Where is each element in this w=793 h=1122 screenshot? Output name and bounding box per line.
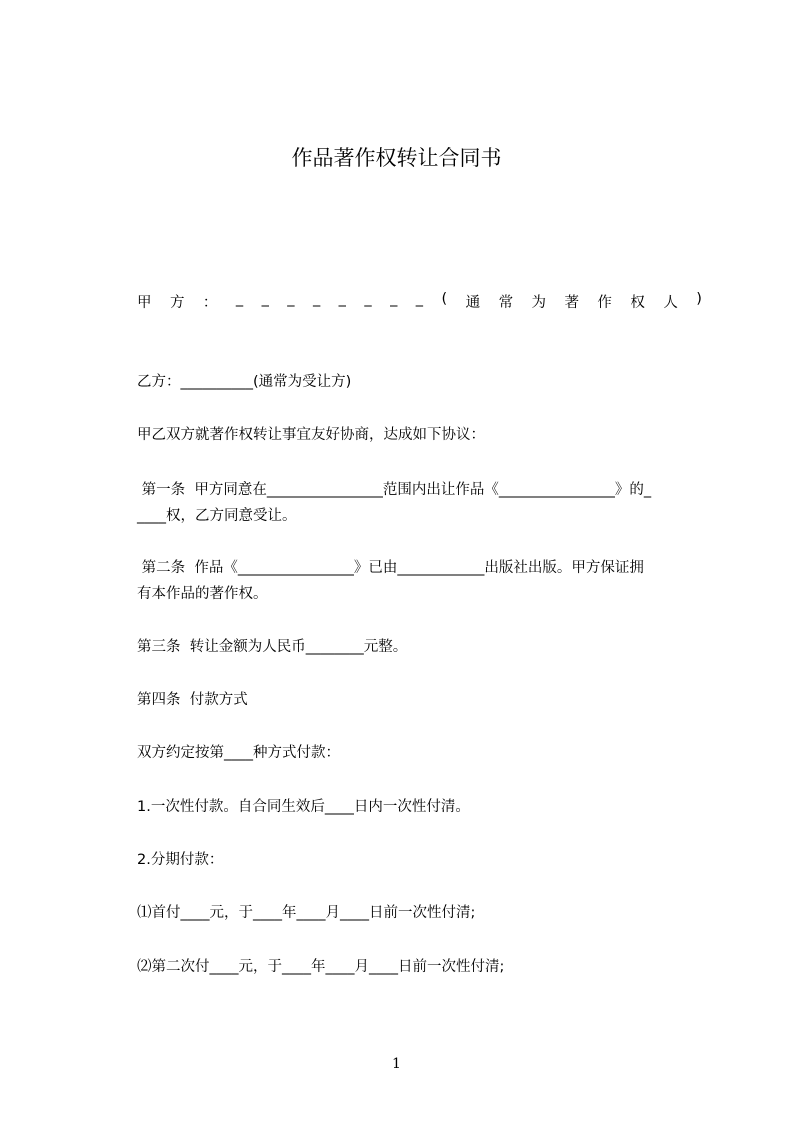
page-number: 1 bbox=[392, 1056, 401, 1072]
party-a-char: 方 bbox=[169, 295, 185, 311]
party-a-char: 权 bbox=[630, 295, 645, 311]
party-b-line: 乙方：__________(通常为受让方) bbox=[137, 374, 352, 390]
party-a-char: ： bbox=[202, 295, 218, 311]
party-a-char: _ bbox=[312, 291, 321, 307]
party-a-char: _ bbox=[261, 291, 269, 307]
article-1-line-1: 第一条 甲方同意在________________范围内出让作品《________________》的_ bbox=[137, 482, 652, 498]
intro-paragraph: 甲乙双方就著作权转让事宜友好协商，达成如下协议： bbox=[137, 427, 485, 443]
payment-choice: 双方约定按第____种方式付款： bbox=[137, 745, 340, 761]
party-a-char: _ bbox=[235, 291, 244, 307]
party-a-char: 著 bbox=[564, 295, 579, 311]
party-a-char: 为 bbox=[531, 295, 547, 311]
party-a-char: 通 bbox=[465, 295, 481, 311]
party-a-char: ( bbox=[441, 291, 448, 307]
installment-2: ⑵第二次付____元，于____年____月____日前一次性付清; bbox=[137, 959, 505, 975]
party-a-char: 常 bbox=[498, 295, 514, 311]
party-a-char: _ bbox=[287, 291, 295, 307]
document-title: 作品著作权转让合同书 bbox=[291, 146, 502, 170]
article-2-line-2: 有本作品的著作权。 bbox=[137, 586, 268, 602]
article-2-line-1: 第二条 作品《________________》已由____________出版社出版。甲方保证拥 bbox=[137, 560, 644, 576]
party-a-line bbox=[137, 291, 702, 312]
party-a-char: _ bbox=[338, 291, 346, 307]
party-a-char: 人 bbox=[663, 295, 678, 311]
article-4-heading: 第四条 付款方式 bbox=[137, 692, 248, 708]
party-a-char: 甲 bbox=[137, 295, 152, 311]
article-1-line-2: ____权，乙方同意受让。 bbox=[137, 508, 297, 524]
party-a-char: _ bbox=[364, 291, 372, 307]
party-a-char: ) bbox=[696, 291, 702, 307]
article-3: 第三条 转让金额为人民币________元整。 bbox=[137, 639, 408, 655]
payment-option-1: 1.一次性付款。自合同生效后____日内一次性付清。 bbox=[137, 799, 470, 815]
party-a-char: _ bbox=[390, 291, 398, 307]
party-a-char: _ bbox=[415, 291, 424, 307]
payment-option-2: 2.分期付款： bbox=[137, 852, 224, 868]
party-a-char: 作 bbox=[597, 295, 612, 311]
installment-1: ⑴首付____元，于____年____月____日前一次性付清; bbox=[137, 905, 476, 921]
